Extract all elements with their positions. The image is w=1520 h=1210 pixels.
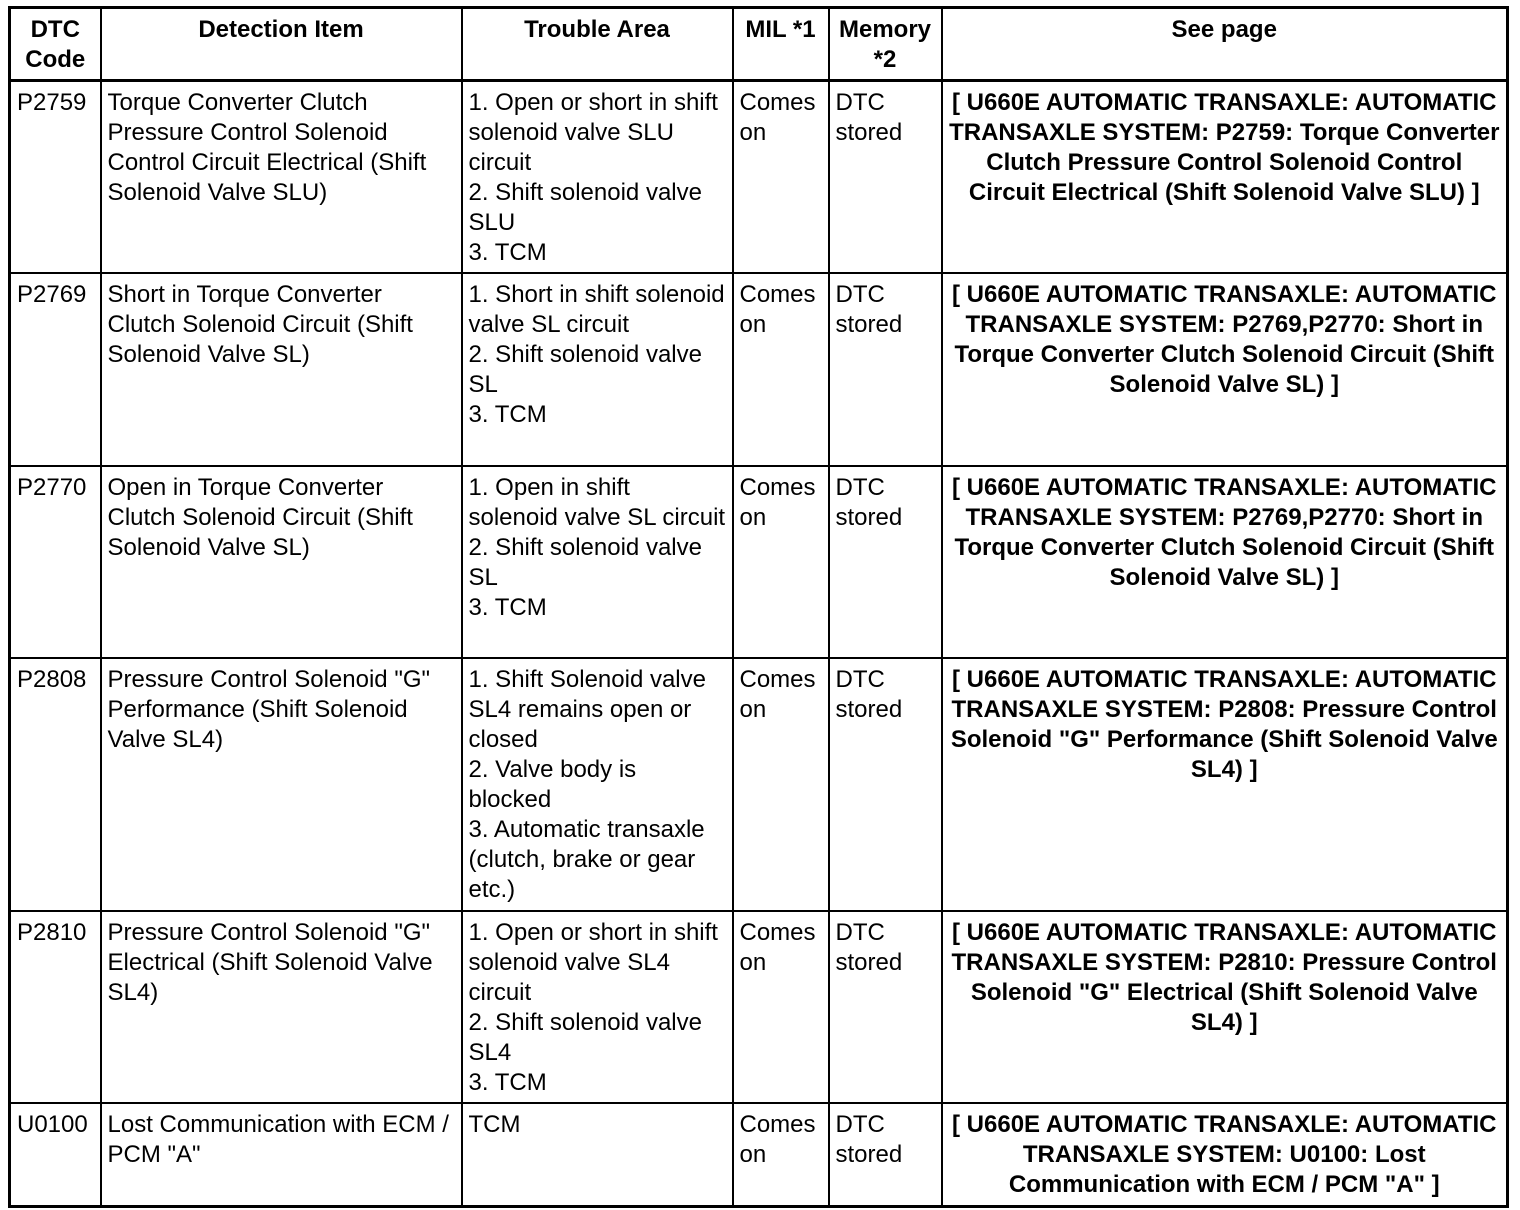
header-detection-item: Detection Item <box>101 8 462 81</box>
trouble-area-line: 3. TCM <box>468 239 547 266</box>
table-row <box>10 911 1508 1103</box>
table-body <box>10 81 1508 1207</box>
header-dtc-code-line: Code <box>25 46 86 73</box>
mil-cell: Comes on <box>733 466 829 658</box>
header-row <box>10 8 1508 81</box>
table-row <box>10 1103 1508 1206</box>
trouble-area-cell <box>462 81 733 274</box>
trouble-area-cell <box>462 273 733 466</box>
header-memory-line: Memory <box>838 16 932 43</box>
header-dtc-code <box>10 8 101 81</box>
trouble-area-line: 1. Shift Solenoid valve SL4 remains open or closed <box>468 666 706 753</box>
see-page-cell: [ U660E AUTOMATIC TRANSAXLE: AUTOMATIC TRANSAXLE SYSTEM: P2808: Pressure Control Solenoid "G" Performance (Shift Solenoid Valve SL4) ] <box>942 658 1508 911</box>
header-mil: MIL *1 <box>733 8 829 81</box>
trouble-area-line: 2. Shift solenoid valve SLU <box>468 179 702 236</box>
dtc-code-cell: U0100 <box>10 1103 101 1206</box>
detection-item-cell: Pressure Control Solenoid "G" Performance (Shift Solenoid Valve SL4) <box>101 658 462 911</box>
header-see-page: See page <box>942 8 1508 81</box>
trouble-area-line: 1. Open or short in shift solenoid valve SL4 circuit <box>468 919 718 1006</box>
memory-cell: DTC stored <box>829 273 942 466</box>
mil-cell: Comes on <box>733 1103 829 1206</box>
table-row <box>10 81 1508 274</box>
see-page-cell: [ U660E AUTOMATIC TRANSAXLE: AUTOMATIC TRANSAXLE SYSTEM: P2810: Pressure Control Solenoid "G" Electrical (Shift Solenoid Valve SL4) ] <box>942 911 1508 1103</box>
trouble-area-line: 2. Shift solenoid valve SL4 <box>468 1009 702 1066</box>
detection-item-cell: Pressure Control Solenoid "G" Electrical (Shift Solenoid Valve SL4) <box>101 911 462 1103</box>
see-page-cell: [ U660E AUTOMATIC TRANSAXLE: AUTOMATIC TRANSAXLE SYSTEM: P2759: Torque Converter Clutch Pressure Control Solenoid Control Circuit Electrical (Shift Solenoid Valve SLU) ] <box>942 81 1508 274</box>
trouble-area-line: 3. Automatic transaxle (clutch, brake or gear etc.) <box>468 816 705 903</box>
detection-item-cell: Lost Communication with ECM / PCM "A" <box>101 1103 462 1206</box>
memory-cell: DTC stored <box>829 911 942 1103</box>
trouble-area-line: 3. TCM <box>468 401 547 428</box>
memory-cell: DTC stored <box>829 81 942 274</box>
table-row <box>10 466 1508 658</box>
trouble-area-cell <box>462 466 733 658</box>
trouble-area-line: 1. Short in shift solenoid valve SL circuit <box>468 281 725 338</box>
memory-cell: DTC stored <box>829 658 942 911</box>
trouble-area-line: 3. TCM <box>468 594 547 621</box>
trouble-area-line: 2. Valve body is blocked <box>468 756 637 813</box>
dtc-code-cell: P2810 <box>10 911 101 1103</box>
memory-cell: DTC stored <box>829 1103 942 1206</box>
mil-cell: Comes on <box>733 273 829 466</box>
mil-cell: Comes on <box>733 911 829 1103</box>
dtc-code-cell: P2808 <box>10 658 101 911</box>
header-dtc-code-line: DTC <box>30 16 80 43</box>
detection-item-cell: Open in Torque Converter Clutch Solenoid Circuit (Shift Solenoid Valve SL) <box>101 466 462 658</box>
trouble-area-line: 2. Shift solenoid valve SL <box>468 341 702 398</box>
header-trouble-area: Trouble Area <box>462 8 733 81</box>
trouble-area-line: 1. Open in shift solenoid valve SL circuit <box>468 474 726 531</box>
memory-cell: DTC stored <box>829 466 942 658</box>
see-page-cell: [ U660E AUTOMATIC TRANSAXLE: AUTOMATIC TRANSAXLE SYSTEM: P2769,P2770: Short in Torque Converter Clutch Solenoid Circuit (Shift Solenoid Valve SL) ] <box>942 466 1508 658</box>
header-memory <box>829 8 942 81</box>
dtc-code-cell: P2770 <box>10 466 101 658</box>
dtc-code-cell: P2769 <box>10 273 101 466</box>
trouble-area-line: TCM <box>468 1111 521 1138</box>
table-row <box>10 658 1508 911</box>
see-page-cell: [ U660E AUTOMATIC TRANSAXLE: AUTOMATIC TRANSAXLE SYSTEM: U0100: Lost Communication with ECM / PCM "A" ] <box>942 1103 1508 1206</box>
trouble-area-cell <box>462 1103 733 1206</box>
trouble-area-line: 3. TCM <box>468 1069 547 1096</box>
detection-item-cell: Torque Converter Clutch Pressure Control Solenoid Control Circuit Electrical (Shift Solenoid Valve SLU) <box>101 81 462 274</box>
detection-item-cell: Short in Torque Converter Clutch Solenoid Circuit (Shift Solenoid Valve SL) <box>101 273 462 466</box>
trouble-area-cell <box>462 911 733 1103</box>
dtc-code-cell: P2759 <box>10 81 101 274</box>
header-memory-line: *2 <box>873 46 897 73</box>
see-page-cell: [ U660E AUTOMATIC TRANSAXLE: AUTOMATIC TRANSAXLE SYSTEM: P2769,P2770: Short in Torque Converter Clutch Solenoid Circuit (Shift Solenoid Valve SL) ] <box>942 273 1508 466</box>
dtc-table <box>8 6 1509 1208</box>
mil-cell: Comes on <box>733 658 829 911</box>
mil-cell: Comes on <box>733 81 829 274</box>
trouble-area-line: 1. Open or short in shift solenoid valve SLU circuit <box>468 89 718 176</box>
trouble-area-cell <box>462 658 733 911</box>
table-row <box>10 273 1508 466</box>
trouble-area-line: 2. Shift solenoid valve SL <box>468 534 702 591</box>
